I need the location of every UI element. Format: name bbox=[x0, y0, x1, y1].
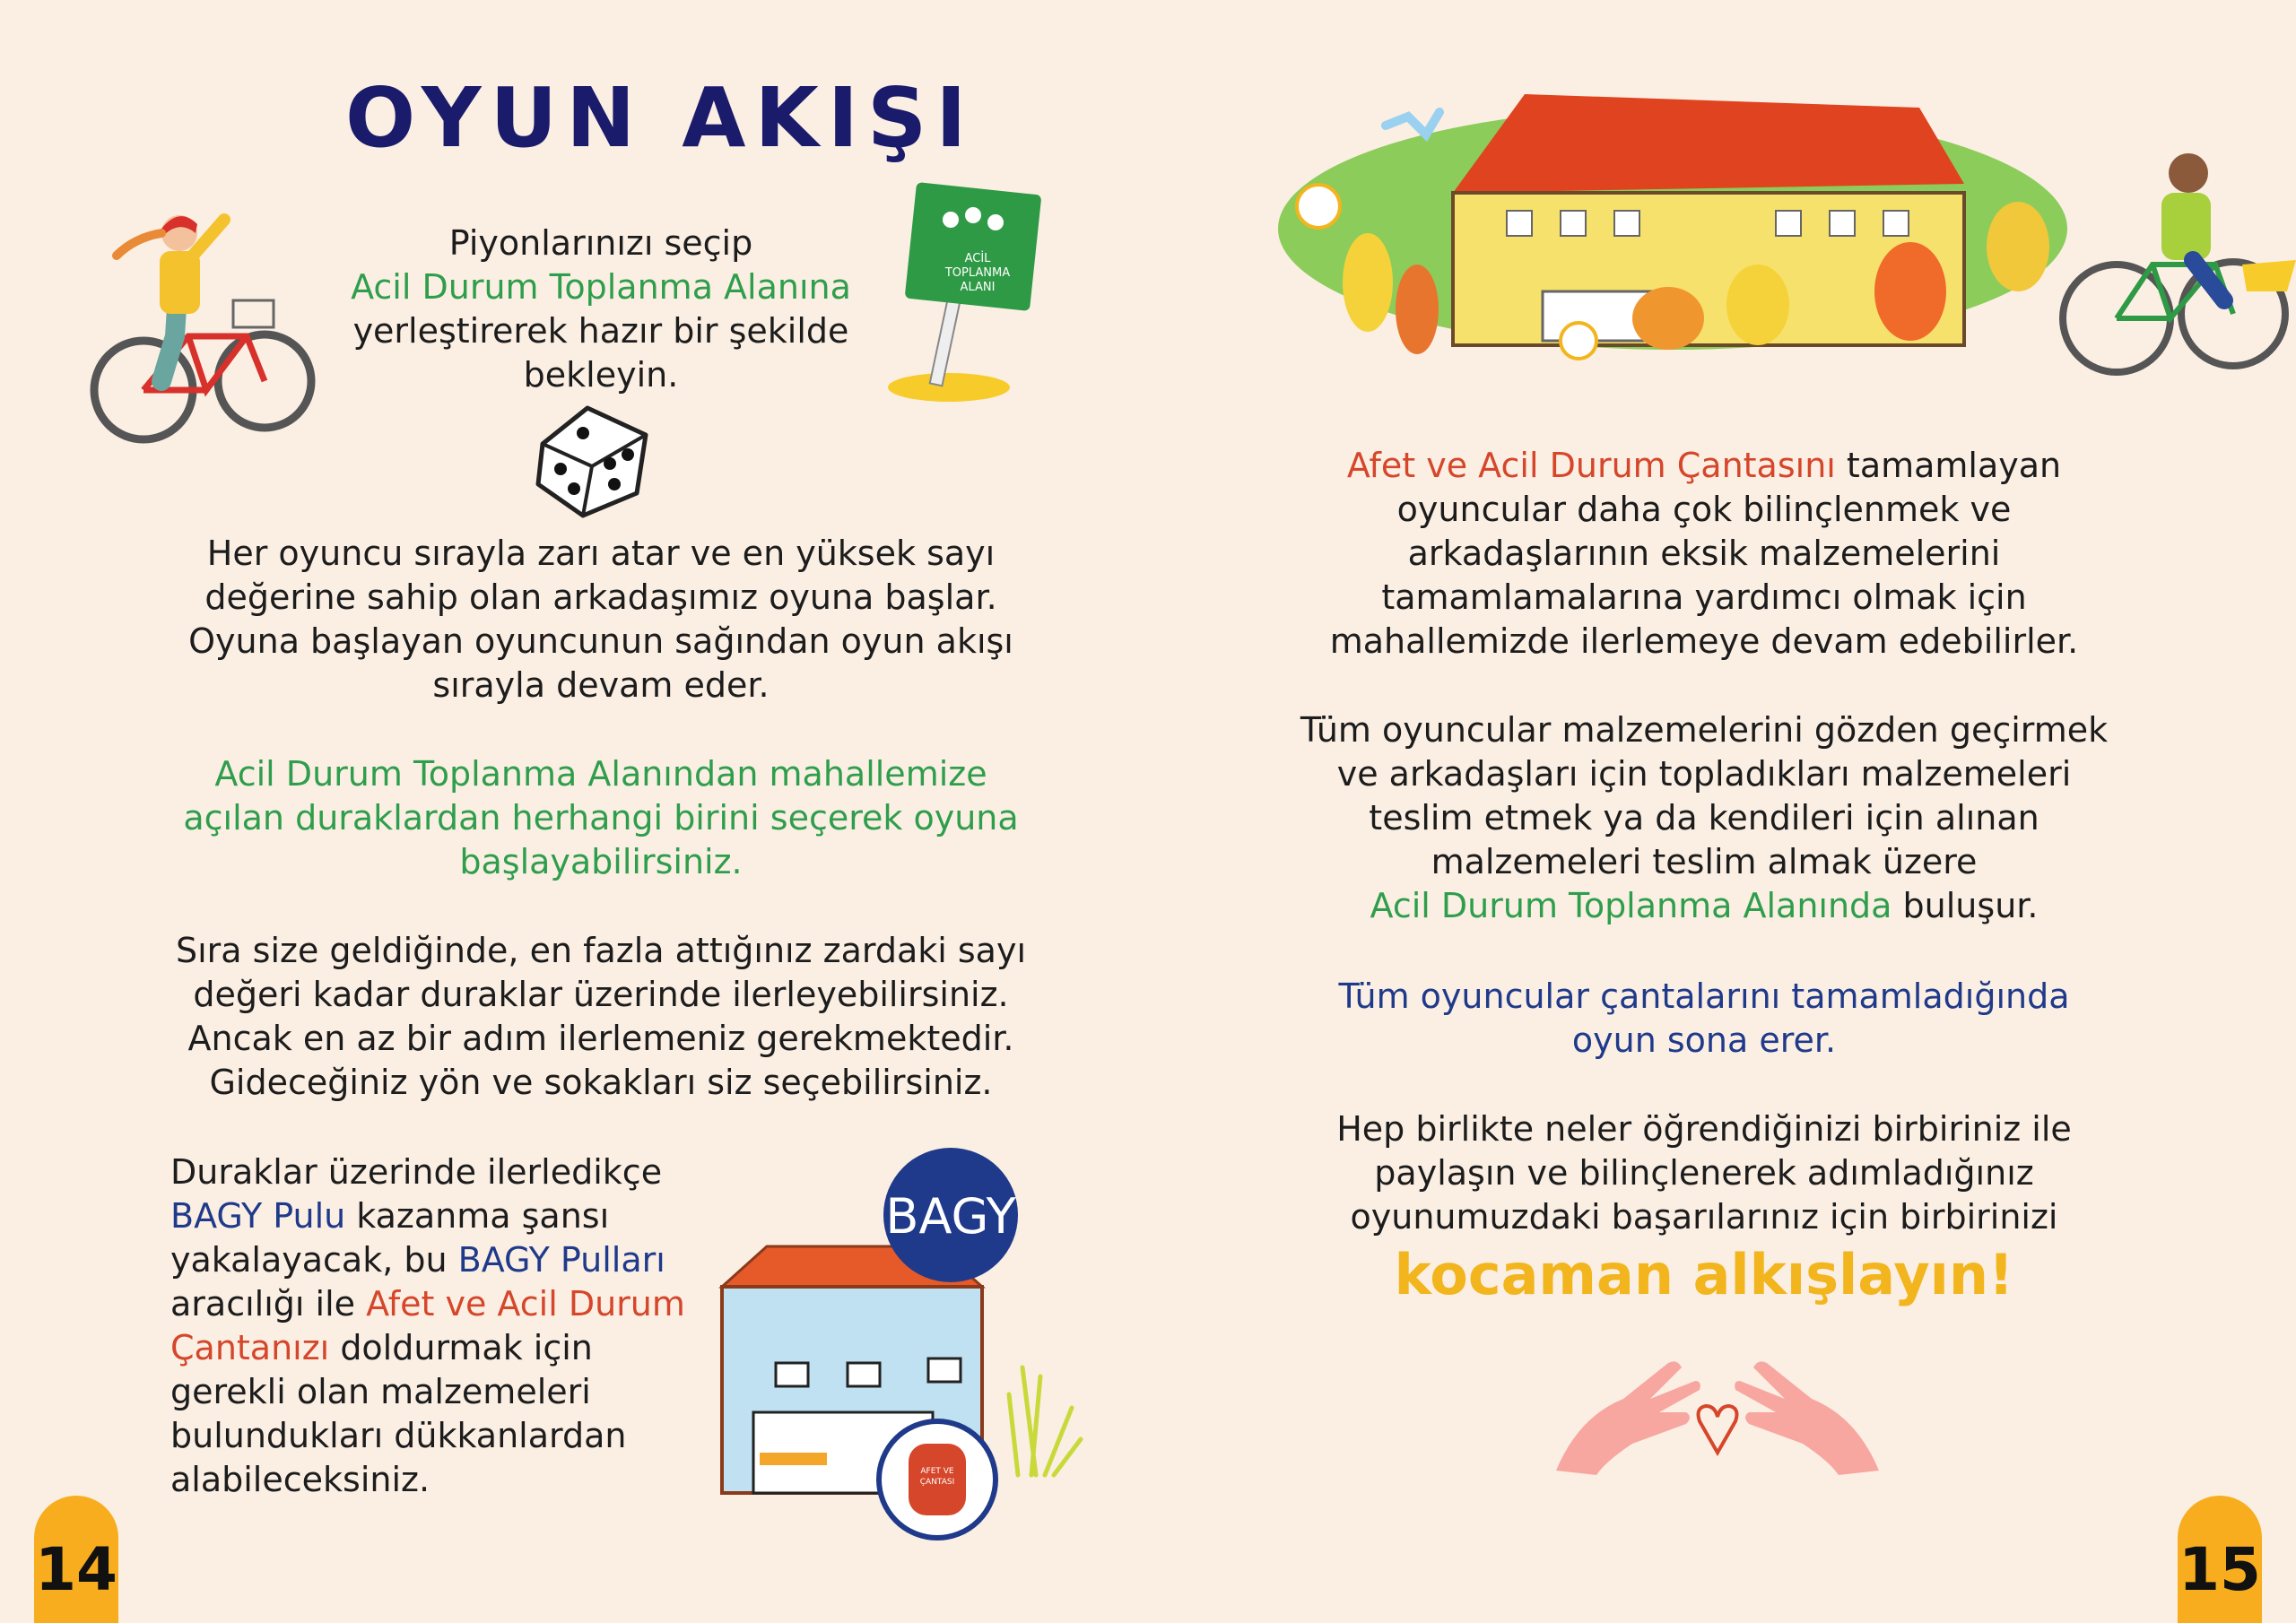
page-number-tab bbox=[2178, 1496, 2262, 1623]
bag-complete-paragraph: Afet ve Acil Durum Çantasını tamamlayan oyuncular daha çok bilinçlenmek ve arkadaşlarının eksik malzemelerini tamamlamalarına yardımcı olmak için mahallemizde ilerlemeye devam edebilirler. bbox=[1329, 446, 2079, 661]
dice-icon bbox=[534, 399, 655, 520]
page-number: 14 bbox=[35, 1535, 117, 1604]
turn-order-paragraph: Her oyuncu sırayla zarı atar ve en yüksek sayı değerine sahip olan arkadaşımız oyuna başlar. Oyuna başlayan oyuncunun sağından oyun akışı sırayla devam eder. bbox=[188, 534, 1013, 705]
game-end-paragraph: Tüm oyuncular çantalarını tamamladığında oyun sona erer. bbox=[1338, 976, 2070, 1060]
shop-with-badge-illustration bbox=[704, 1143, 1090, 1542]
stamps-paragraph: Duraklar üzerinde ilerledikçe BAGY Pulu kazanma şansı yakalayacak, bu BAGY Pulları aracılığı ile Afet ve Acil Durum Çantanızı doldurmak için gerekli olan malzemeleri bulundukları dükkanlardan alabileceksiniz. bbox=[170, 1152, 685, 1499]
meeting-paragraph: Tüm oyuncular malzemelerini gözden geçirmek ve arkadaşları için topladıkları malzemeleri teslim etmek ya da kendileri için alınan malzemeleri teslim almak üzere Acil Durum Toplanma Alanında buluşur. bbox=[1300, 710, 2109, 925]
page-number-tab bbox=[34, 1496, 118, 1623]
school-neighborhood-illustration bbox=[1220, 76, 2233, 399]
intro-paragraph: Piyonlarınızı seçip Acil Durum Toplanma Alanına yerleştirerek hazır bir şekilde bekleyin. bbox=[351, 223, 851, 395]
movement-paragraph: Sıra size geldiğinde, en fazla attığınız zardaki sayı değeri kadar duraklar üzerinde ilerleyebilirsiniz. Ancak en az bir adım ilerlemeniz gerekmektedir. Gideceğiniz yön ve sokakları siz seçebilirsiniz. bbox=[175, 931, 1026, 1102]
assembly-area-sign-illustration bbox=[888, 188, 1049, 404]
sign-text-3: ALANI bbox=[960, 281, 996, 294]
hands-heart-icon bbox=[1552, 1345, 1883, 1480]
sign-text-1: ACİL bbox=[964, 252, 991, 265]
badge-text: BAGY bbox=[885, 1188, 1016, 1245]
right-page bbox=[1148, 0, 2296, 1623]
applause-text: kocaman alkışlayın! bbox=[1394, 1242, 2014, 1307]
page-number: 15 bbox=[2179, 1535, 2261, 1604]
backpack-text-1: AFET VE bbox=[920, 1467, 954, 1476]
start-paragraph: Acil Durum Toplanma Alanından mahallemize açılan duraklardan herhangi birini seçerek oyuna başlayabilirsiniz. bbox=[183, 754, 1019, 881]
girl-on-bicycle-illustration bbox=[90, 202, 323, 453]
backpack-text-2: ÇANTASI bbox=[919, 1478, 955, 1487]
page-title: OYUN AKIŞI bbox=[345, 70, 976, 166]
celebration-paragraph: Hep birlikte neler öğrendiğinizi birbiriniz ile paylaşın ve bilinçlenerek adımladığınız oyunumuzdaki başarılarınız için birbirinizi kocaman alkışlayın! bbox=[1256, 1107, 2152, 1311]
sign-text-2: TOPLANMA bbox=[944, 266, 1011, 280]
